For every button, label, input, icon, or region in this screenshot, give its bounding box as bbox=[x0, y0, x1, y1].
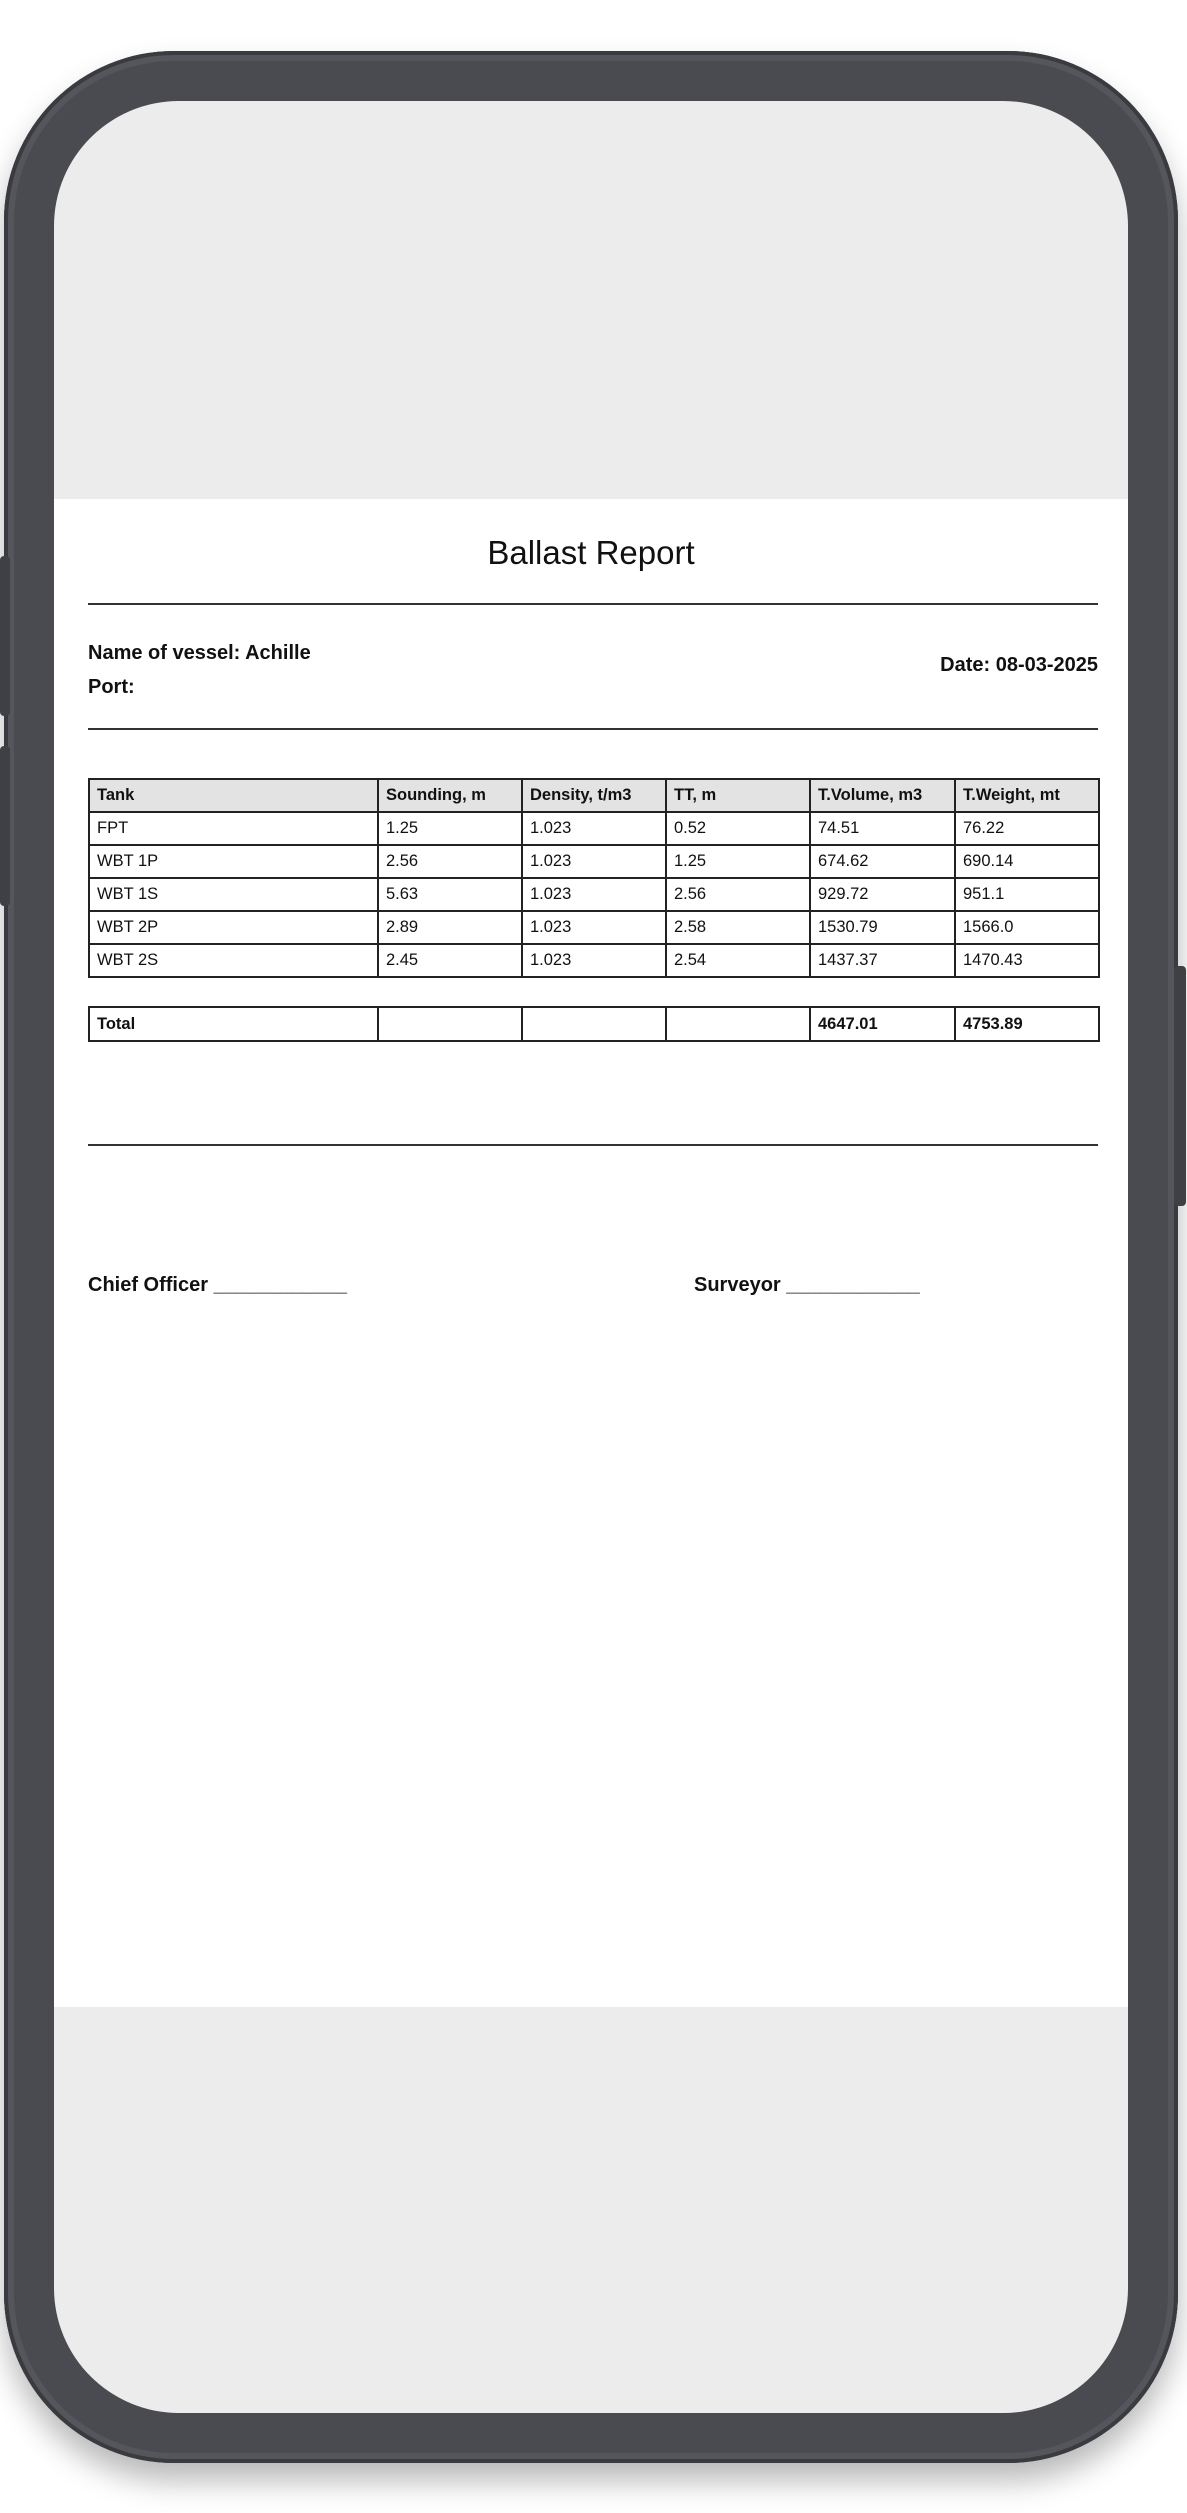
total-empty-cell bbox=[522, 1007, 666, 1041]
total-weight: 4753.89 bbox=[955, 1007, 1099, 1041]
ballast-table bbox=[88, 778, 1100, 978]
header-tt: TT, m bbox=[666, 779, 810, 812]
cell-tank: WBT 1P bbox=[89, 845, 378, 878]
cell-tt: 0.52 bbox=[666, 812, 810, 845]
cell-tt: 2.54 bbox=[666, 944, 810, 977]
cell-tt: 2.56 bbox=[666, 878, 810, 911]
header-tank: Tank bbox=[89, 779, 378, 812]
cell-density: 1.023 bbox=[522, 845, 666, 878]
divider bbox=[88, 603, 1098, 605]
report-meta bbox=[88, 636, 311, 704]
cell-volume: 674.62 bbox=[810, 845, 955, 878]
report-date: Date: 08-03-2025 bbox=[940, 654, 1098, 676]
divider bbox=[88, 728, 1098, 730]
cell-weight: 1566.0 bbox=[955, 911, 1099, 944]
cell-tt: 2.58 bbox=[666, 911, 810, 944]
phone-screen bbox=[54, 101, 1128, 2413]
cell-volume: 1530.79 bbox=[810, 911, 955, 944]
divider bbox=[88, 1144, 1098, 1146]
cell-sounding: 5.63 bbox=[378, 878, 522, 911]
vessel-name: Name of vessel: Achille bbox=[88, 642, 311, 664]
header-sounding: Sounding, m bbox=[378, 779, 522, 812]
cell-volume: 1437.37 bbox=[810, 944, 955, 977]
total-empty-cell bbox=[378, 1007, 522, 1041]
volume-down-button[interactable] bbox=[0, 746, 10, 906]
cell-sounding: 1.25 bbox=[378, 812, 522, 845]
header-weight: T.Weight, mt bbox=[955, 779, 1099, 812]
table-row bbox=[89, 812, 1099, 845]
cell-weight: 76.22 bbox=[955, 812, 1099, 845]
port-name: Port: bbox=[88, 676, 135, 698]
cell-tt: 1.25 bbox=[666, 845, 810, 878]
power-button[interactable] bbox=[1174, 966, 1186, 1206]
cell-weight: 690.14 bbox=[955, 845, 1099, 878]
total-label: Total bbox=[89, 1007, 378, 1041]
volume-up-button[interactable] bbox=[0, 556, 10, 716]
cell-volume: 74.51 bbox=[810, 812, 955, 845]
table-row bbox=[89, 878, 1099, 911]
cell-sounding: 2.89 bbox=[378, 911, 522, 944]
total-empty-cell bbox=[666, 1007, 810, 1041]
table-row bbox=[89, 911, 1099, 944]
cell-weight: 951.1 bbox=[955, 878, 1099, 911]
total-volume: 4647.01 bbox=[810, 1007, 955, 1041]
cell-tank: WBT 2S bbox=[89, 944, 378, 977]
cell-tank: FPT bbox=[89, 812, 378, 845]
table-header-row bbox=[89, 779, 1099, 812]
chief-officer-signature: Chief Officer ____________ bbox=[88, 1274, 348, 1296]
report-title: Ballast Report bbox=[487, 534, 695, 571]
cell-density: 1.023 bbox=[522, 812, 666, 845]
phone-frame bbox=[4, 51, 1178, 2463]
cell-weight: 1470.43 bbox=[955, 944, 1099, 977]
report-document[interactable] bbox=[54, 499, 1128, 2007]
cell-tank: WBT 2P bbox=[89, 911, 378, 944]
table-row bbox=[89, 944, 1099, 977]
cell-volume: 929.72 bbox=[810, 878, 955, 911]
surveyor-signature: Surveyor ____________ bbox=[694, 1274, 920, 1296]
cell-tank: WBT 1S bbox=[89, 878, 378, 911]
header-volume: T.Volume, m3 bbox=[810, 779, 955, 812]
cell-density: 1.023 bbox=[522, 944, 666, 977]
cell-sounding: 2.56 bbox=[378, 845, 522, 878]
cell-sounding: 2.45 bbox=[378, 944, 522, 977]
table-row bbox=[89, 845, 1099, 878]
cell-density: 1.023 bbox=[522, 911, 666, 944]
total-row bbox=[89, 1007, 1099, 1041]
cell-density: 1.023 bbox=[522, 878, 666, 911]
total-table bbox=[88, 1006, 1100, 1042]
header-density: Density, t/m3 bbox=[522, 779, 666, 812]
